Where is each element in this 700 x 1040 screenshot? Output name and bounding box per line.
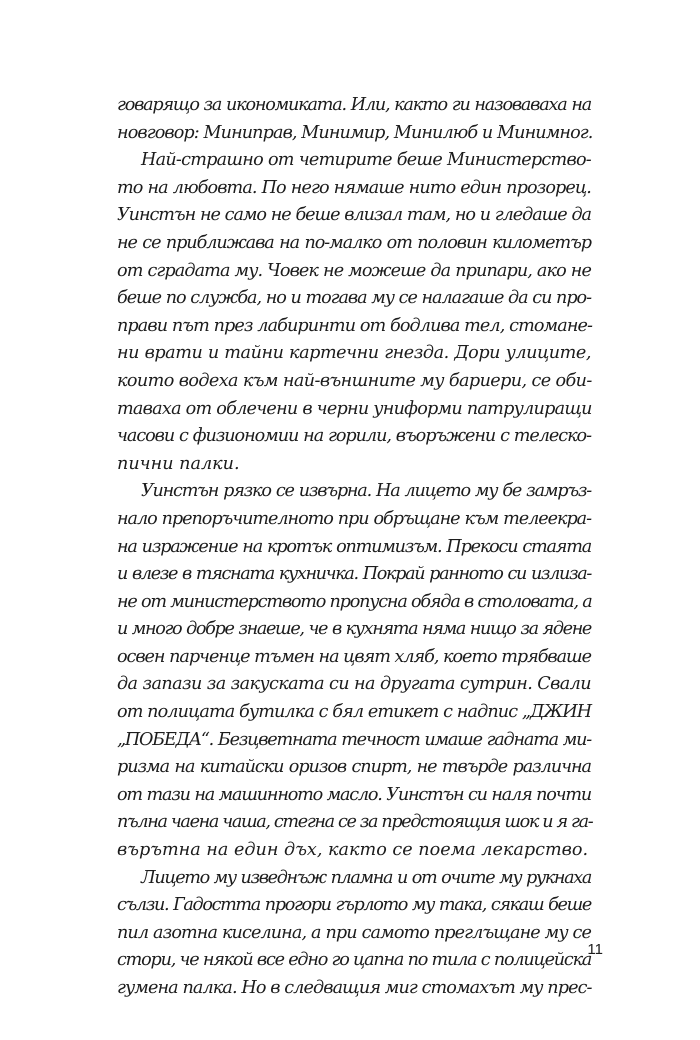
text-line: от полицата бутилка с бял етикет с надпис „ДЖИН	[117, 702, 592, 723]
text-line: Най-страшно от четирите беше Министерство-	[141, 150, 591, 171]
text-line: на изражение на кротък оптимизъм. Прекоси стаята	[117, 536, 591, 557]
text-line: часови с физиономии на горили, въоръжени с телеско-	[117, 426, 591, 447]
text-line: пълна чаена чаша, стегна се за предстоящия шок и я га-	[117, 812, 593, 833]
text-line: ни врати и тайни картечни гнезда. Дори улиците,	[117, 343, 591, 364]
text-line: Уинстън не само не беше влизал там, но и гледаше да	[117, 205, 591, 226]
text-line: от тази на машинното масло. Уинстън си наля почти	[117, 784, 591, 805]
text-line: говарящо за икономиката. Или, както ги назоваваха на	[117, 95, 591, 115]
text-line: и много добре знаеше, че в кухнята няма нищо за ядене	[117, 619, 591, 640]
text-line: да запази за закуската си на другата сутрин. Свали	[117, 674, 591, 695]
text-line: не от министерството пропусна обяда в столовата, а	[117, 591, 592, 612]
text-line: ризма на китайски оризов спирт, не твърде различна	[117, 757, 591, 778]
body-text	[117, 92, 591, 1003]
text-line: таваха от облечени в черни униформи патрулиращи	[117, 398, 592, 419]
text-line: не се приближава на по-малко от половин километър	[117, 232, 591, 253]
text-line: Лицето му изведнъж пламна и от очите му рукнаха	[141, 867, 591, 888]
text-line: пил азотна киселина, а при самото преглъщане му се	[117, 922, 591, 943]
text-line: прави път през лабиринти от бодлива тел, стомане-	[117, 315, 593, 336]
text-line: новговор: Миниправ, Минимир, Минилюб и Минимног.	[117, 122, 593, 143]
text-line: „ПОБЕДА“. Безцветната течност имаше гадната ми-	[117, 729, 591, 750]
text-line: стори, че някой все едно го цапна по тила с полицейска	[117, 950, 592, 971]
text-line: пични палки.	[117, 453, 240, 474]
text-line: освен парченце тъмен на цвят хляб, което трябваше	[117, 646, 591, 667]
text-line: то на любовта. По него нямаше нито един прозорец.	[117, 177, 591, 198]
text-line: гумена палка. Но в следващия миг стомахът му прес-	[117, 978, 592, 998]
text-line: нало препоръчителното при обръщане към телеекра-	[117, 508, 591, 529]
text-line: беше по служба, но и тогава му се налагаше да си про-	[117, 288, 591, 309]
text-line: които водеха към най-външните му бариери, се оби-	[117, 370, 592, 391]
text-line: върътна на един дъх, както се поема лекарство.	[117, 840, 589, 861]
text-line: сълзи. Гадостта прогори гърлото му така, сякаш беше	[117, 895, 591, 916]
page-number: 11	[587, 941, 603, 958]
text-line: Уинстън рязко се извърна. На лицето му бе замръз-	[141, 481, 591, 502]
text-line: и влезе в тясната кухничка. Покрай ранното си излиза-	[117, 564, 591, 585]
text-line: от сградата му. Човек не можеше да припари, ако не	[117, 260, 591, 281]
